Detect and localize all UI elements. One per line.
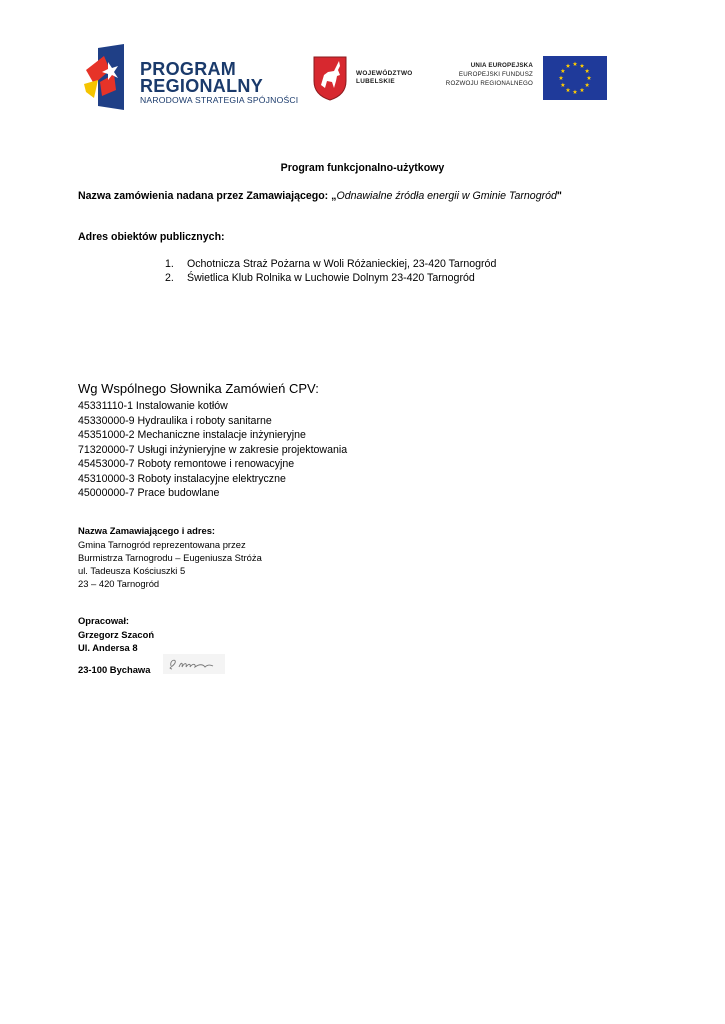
program-logo-line2: REGIONALNY bbox=[140, 76, 264, 96]
signature-image bbox=[163, 654, 225, 674]
program-regionalny-logo bbox=[84, 44, 299, 112]
lubelskie-logo bbox=[312, 55, 422, 101]
cpv-code-item: 45000000-7 Prace budowlane bbox=[78, 487, 220, 499]
cpv-code-item: 45331110-1 Instalowanie kotłów bbox=[78, 400, 228, 412]
lubelskie-shield-icon bbox=[312, 55, 348, 101]
order-name-line bbox=[78, 190, 562, 202]
document-title: Program funkcjonalno-użytkowy bbox=[280, 162, 445, 174]
contracting-line: ul. Tadeusza Kościuszki 5 bbox=[78, 565, 186, 576]
eu-logo bbox=[442, 55, 607, 101]
address-item-text: Świetlica Klub Rolnika w Luchowie Dolnym 23-420 Tarnogród bbox=[187, 272, 475, 284]
contracting-line: 23 – 420 Tarnogród bbox=[78, 578, 160, 589]
order-name-label: Nazwa zamówienia nadana przez Zamawiającego: bbox=[78, 190, 329, 202]
prepared-street: Ul. Andersa 8 bbox=[78, 642, 138, 653]
eu-line3: ROZWOJU REGIONALNEGO bbox=[445, 80, 533, 87]
order-close-quote: " bbox=[556, 190, 562, 202]
lubelskie-line1: WOJEWÓDZTWO bbox=[356, 70, 413, 77]
cpv-code-item: 45330000-9 Hydraulika i roboty sanitarne bbox=[78, 414, 272, 427]
address-heading: Adres obiektów publicznych: bbox=[78, 231, 225, 243]
cpv-code-item: 45453000-7 Roboty remontowe i renowacyjne bbox=[78, 458, 295, 470]
address-item-text: Ochotnicza Straż Pożarna w Woli Różanieckiej, 23-420 Tarnogród bbox=[187, 258, 497, 270]
prepared-heading: Opracował: bbox=[78, 615, 130, 626]
address-item-2 bbox=[165, 272, 475, 284]
lubelskie-line2: LUBELSKIE bbox=[356, 78, 395, 85]
address-item-number: 1. bbox=[165, 258, 174, 270]
address-item-number: 2. bbox=[165, 272, 174, 284]
program-regionalny-emblem-icon bbox=[84, 44, 136, 110]
contracting-heading: Nazwa Zamawiającego i adres: bbox=[78, 525, 216, 536]
cpv-code-item: 45310000-3 Roboty instalacyjne elektryczne bbox=[78, 472, 286, 485]
order-open-quote: „ bbox=[328, 190, 337, 202]
cpv-code-item: 45351000-2 Mechaniczne instalacje inżynieryjne bbox=[78, 429, 306, 441]
prepared-name: Grzegorz Szacoń bbox=[78, 629, 155, 640]
contracting-line: Gmina Tarnogród reprezentowana przez bbox=[78, 539, 246, 550]
prepared-city: 23-100 Bychawa bbox=[78, 664, 151, 675]
eu-flag-icon bbox=[543, 56, 607, 100]
eu-line2: EUROPEJSKI FUNDUSZ bbox=[458, 71, 533, 78]
program-logo-line1: PROGRAM bbox=[140, 59, 237, 79]
address-item-1 bbox=[165, 258, 496, 270]
cpv-code-item: 71320000-7 Usługi inżynieryjne w zakresie projektowania bbox=[78, 443, 348, 456]
cpv-heading: Wg Wspólnego Słownika Zamówień CPV: bbox=[78, 381, 319, 396]
order-name-value: Odnawialne źródła energii w Gminie Tarnogród bbox=[336, 190, 557, 202]
eu-line1: UNIA EUROPEJSKA bbox=[470, 62, 533, 69]
contracting-line: Burmistrza Tarnogrodu – Eugeniusza Stróża bbox=[78, 552, 262, 563]
program-logo-line3: NARODOWA STRATEGIA SPÓJNOŚCI bbox=[140, 95, 299, 105]
